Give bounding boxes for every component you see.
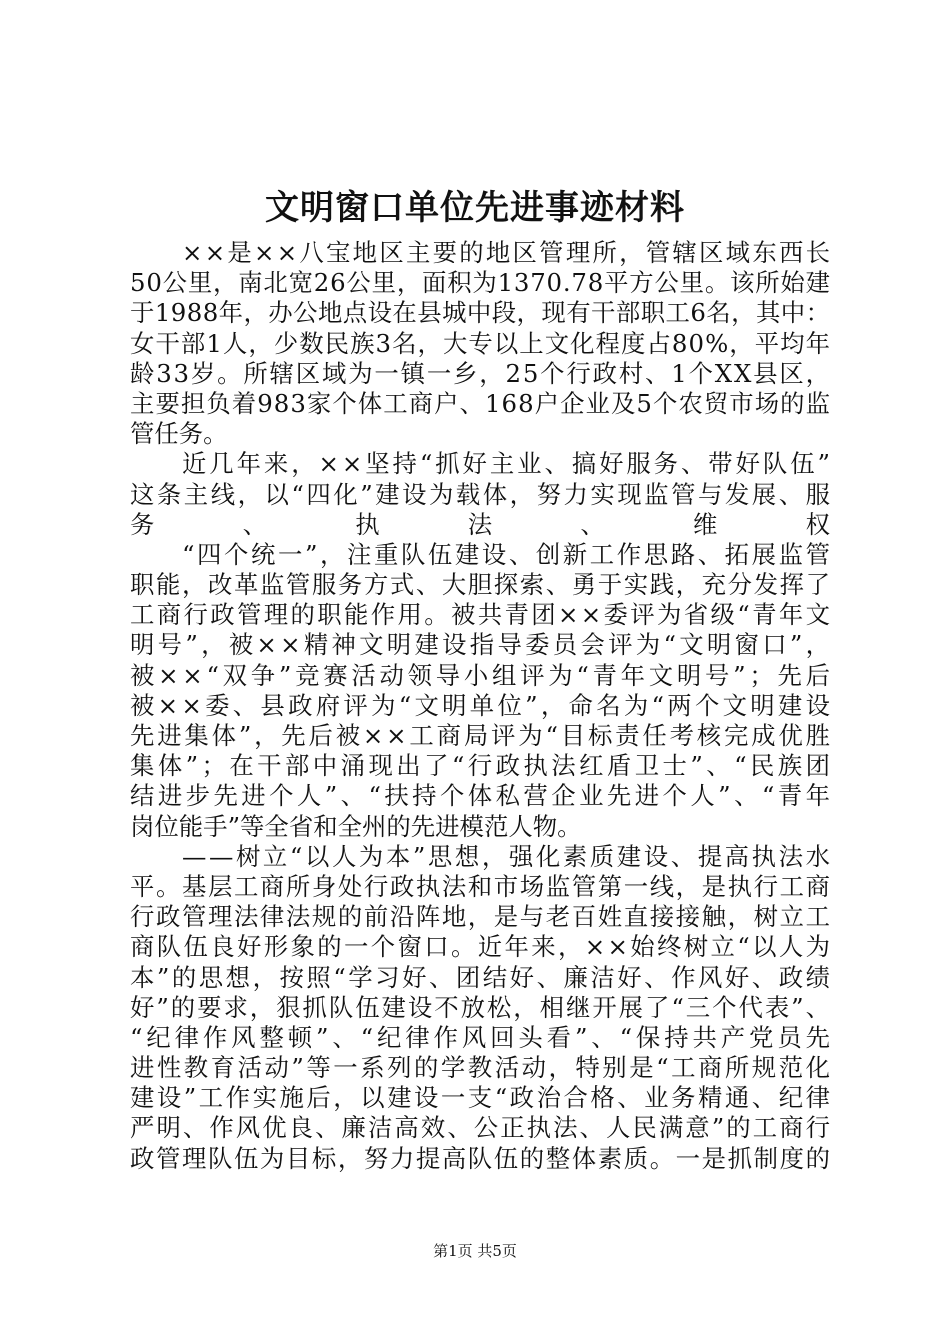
text-line: 先进集体”，先后被××工商局评为“目标责任考核完成优胜 <box>130 721 833 750</box>
text-line: 平。基层工商所身处行政执法和市场监管第一线，是执行工商 <box>130 871 832 901</box>
text-line: 这条主线，以“四化”建设为载体，努力实现监管与发展、服 <box>130 479 833 509</box>
text-line: 于1988年，办公地点设在县城中段，现有干部职工6名，其中： <box>130 298 831 328</box>
text-line: 好”的要求，狠抓队伍建设不放松，相继开展了“三个代表”、 <box>130 992 832 1022</box>
text-line: 明号”，被××精神文明建设指导委员会评为“文明窗口”， <box>130 630 834 660</box>
text-line: 结进步先进个人”、“扶持个体私营企业先进个人”、“青年 <box>130 781 834 811</box>
page-footer: 第1页 共5页 <box>433 1242 517 1260</box>
text-line: 进性教育活动”等一系列的学教活动，特别是“工商所规范化 <box>130 1053 833 1083</box>
text-line: 管任务。 <box>130 419 228 449</box>
text-line: “纪律作风整顿”、“纪律作风回头看”、“保持共产党员先 <box>130 1022 834 1052</box>
text-line: 近几年来，××坚持“抓好主业、搞好服务、带好队伍” <box>182 449 833 479</box>
text-line: 女干部1人，少数民族3名，大专以上文化程度占80%，平均年 <box>130 328 832 358</box>
text-line: 龄33岁。所辖区域为一镇一乡，25个行政村、1个XX县区， <box>130 358 832 388</box>
text-line: 本”的思想，按照“学习好、团结好、廉洁好、作风好、政绩 <box>130 962 833 992</box>
text-line: 50公里，南北宽26公里，面积为1370.78平方公里。该所始建 <box>130 268 831 298</box>
text-line: 务、执法、维权 <box>130 509 919 539</box>
text-line: 集体”；在干部中涌现出了“行政执法红盾卫士”、“民族团 <box>130 751 834 781</box>
text-line: 工商行政管理的职能作用。被共青团××委评为省级“青年文 <box>130 600 833 630</box>
text-line: 被××委、县政府评为“文明单位”，命名为“两个文明建设 <box>130 690 834 720</box>
document-body <box>130 238 919 1174</box>
text-line: 被××“双争”竞赛活动领导小组评为“青年文明号”；先后 <box>130 660 834 690</box>
text-line: 主要担负着983家个体工商户、168户企业及5个农贸市场的监 <box>130 388 832 418</box>
text-line: 政管理队伍为目标，努力提高队伍的整体素质。一是抓制度的 <box>130 1143 832 1173</box>
text-line: 行政管理法律法规的前沿阵地，是与老百姓直接接触，树立工 <box>130 902 832 932</box>
text-line: “四个统一”，注重队伍建设、创新工作思路、拓展监管 <box>182 539 833 569</box>
text-line: 职能，改革监管服务方式、大胆探索、勇于实践，充分发挥了 <box>130 570 832 600</box>
text-line: 严明、作风优良、廉洁高效、公正执法、人民满意”的工商行 <box>130 1113 833 1143</box>
text-line: ××是××八宝地区主要的地区管理所，管辖区域东西长 <box>182 238 833 267</box>
text-line: 建设”工作实施后，以建设一支“政治合格、业务精通、纪律 <box>130 1083 833 1113</box>
text-line: 岗位能手”等全省和全州的先进模范人物。 <box>130 811 582 841</box>
text-line: ——树立“以人为本”思想，强化素质建设、提高执法水 <box>182 841 833 871</box>
document-title: 文明窗口单位先进事迹材料 <box>265 188 685 228</box>
text-line: 商队伍良好形象的一个窗口。近年来，××始终树立“以人为 <box>130 932 833 962</box>
